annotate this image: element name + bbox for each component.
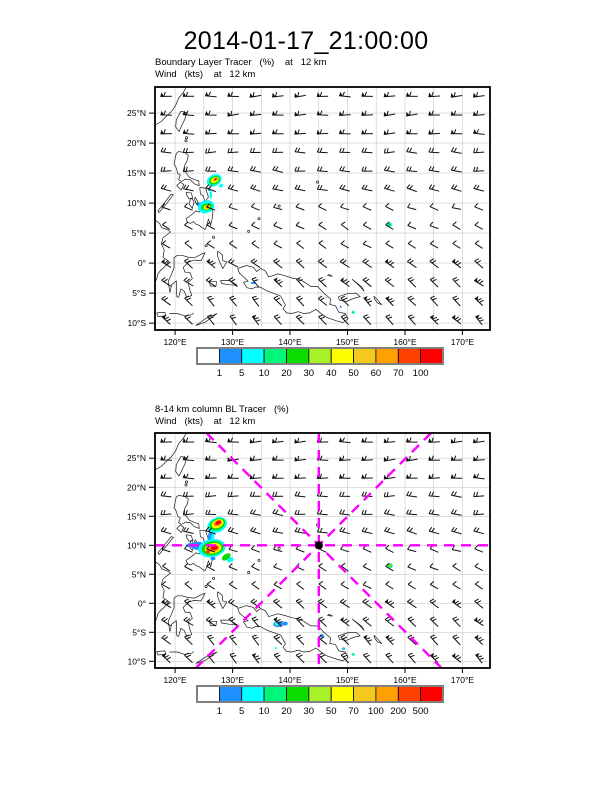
colorbar-cell	[376, 348, 398, 364]
colorbar-label: 20	[281, 368, 292, 379]
lon-tick-label: 160°E	[393, 337, 417, 347]
lat-tick-label: 15°N	[127, 168, 146, 179]
colorbar-cell	[264, 686, 286, 702]
lon-tick-label: 150°E	[335, 675, 360, 685]
colorbar	[197, 348, 443, 379]
lat-tick-label: 5°S	[132, 288, 146, 299]
colorbar-label: 20	[281, 706, 292, 717]
panel2-label-tracer: 8-14 km column BL Tracer (%)	[155, 404, 289, 415]
colorbar-label: 30	[303, 368, 315, 379]
colorbar-label: 70	[393, 368, 404, 379]
lon-tick-label: 120°E	[163, 675, 187, 685]
colorbar-label: 40	[325, 368, 337, 379]
colorbar-cell	[398, 348, 420, 364]
panel1-label-wind: Wind (kts) at 12 km	[155, 69, 256, 80]
colorbar-label: 70	[348, 706, 359, 717]
panel2-label-wind: Wind (kts) at 12 km	[155, 416, 256, 427]
colorbar-label: 100	[412, 368, 429, 379]
colorbar-label: 50	[348, 368, 359, 379]
lat-tick-label: 25°N	[127, 108, 146, 119]
lat-tick-label: 5°S	[132, 627, 146, 638]
colorbar-cell	[331, 686, 353, 702]
lat-tick-label: 25°N	[127, 453, 146, 464]
colorbar-label: 200	[390, 706, 407, 717]
lon-axis	[163, 668, 474, 685]
lon-tick-label: 120°E	[163, 337, 187, 347]
lat-tick-label: 10°N	[127, 540, 146, 551]
lon-tick-label: 130°E	[220, 675, 245, 685]
colorbar-cell	[421, 686, 443, 702]
colorbar-cell	[309, 348, 331, 364]
lat-tick-label: 10°S	[127, 656, 146, 667]
lon-tick-label: 170°E	[450, 675, 475, 685]
colorbar-cell	[219, 348, 241, 364]
lon-tick-label: 140°E	[278, 675, 302, 685]
colorbar-cell	[242, 686, 264, 702]
colorbar-cell	[421, 348, 443, 364]
lat-tick-label: 5°N	[131, 569, 146, 580]
lat-axis	[127, 108, 155, 328]
lon-axis	[163, 330, 474, 347]
colorbar-cell	[354, 348, 376, 364]
colorbar-label: 30	[303, 706, 315, 717]
colorbar-label: 5	[239, 706, 245, 717]
lat-tick-label: 20°N	[127, 482, 146, 493]
colorbar-cell	[242, 348, 264, 364]
lat-tick-label: 15°N	[127, 511, 146, 522]
colorbar-cell	[197, 686, 219, 702]
panel1-label-tracer: Boundary Layer Tracer (%) at 12 km	[155, 57, 327, 68]
plot-title: 2014-01-17_21:00:00	[183, 27, 429, 55]
lat-tick-label: 10°S	[127, 318, 146, 329]
colorbar-cell	[331, 348, 353, 364]
flight-center-marker	[315, 541, 323, 549]
lat-axis	[127, 453, 155, 666]
colorbar-label: 60	[370, 368, 382, 379]
lat-tick-label: 5°N	[131, 228, 146, 239]
lon-tick-label: 170°E	[450, 337, 475, 347]
lon-tick-label: 150°E	[335, 337, 360, 347]
colorbar-cell	[197, 348, 219, 364]
lat-tick-label: 20°N	[127, 138, 146, 149]
colorbar-label: 100	[367, 706, 384, 717]
colorbar-cell	[354, 686, 376, 702]
colorbar-cell	[376, 686, 398, 702]
map-panel-top	[105, 79, 545, 391]
colorbar-label: 10	[258, 706, 270, 717]
colorbar-cell	[219, 686, 241, 702]
lon-tick-label: 130°E	[220, 337, 245, 347]
lat-tick-label: 10°N	[127, 198, 146, 209]
colorbar-cell	[287, 686, 309, 702]
lat-tick-label: 0°	[137, 258, 146, 269]
colorbar-cell	[264, 348, 286, 364]
colorbar-label: 5	[239, 368, 245, 379]
colorbar-cell	[398, 686, 420, 702]
colorbar	[197, 686, 443, 717]
colorbar-label: 50	[325, 706, 337, 717]
colorbar-cell	[309, 686, 331, 702]
map-panel-bottom	[105, 425, 545, 727]
lon-tick-label: 140°E	[278, 337, 302, 347]
lon-tick-label: 160°E	[393, 675, 417, 685]
colorbar-label: 10	[258, 368, 270, 379]
lat-tick-label: 0°	[137, 598, 146, 609]
colorbar-label: 1	[216, 706, 223, 717]
colorbar-cell	[287, 348, 309, 364]
colorbar-label: 1	[216, 368, 223, 379]
colorbar-label: 500	[412, 706, 429, 717]
